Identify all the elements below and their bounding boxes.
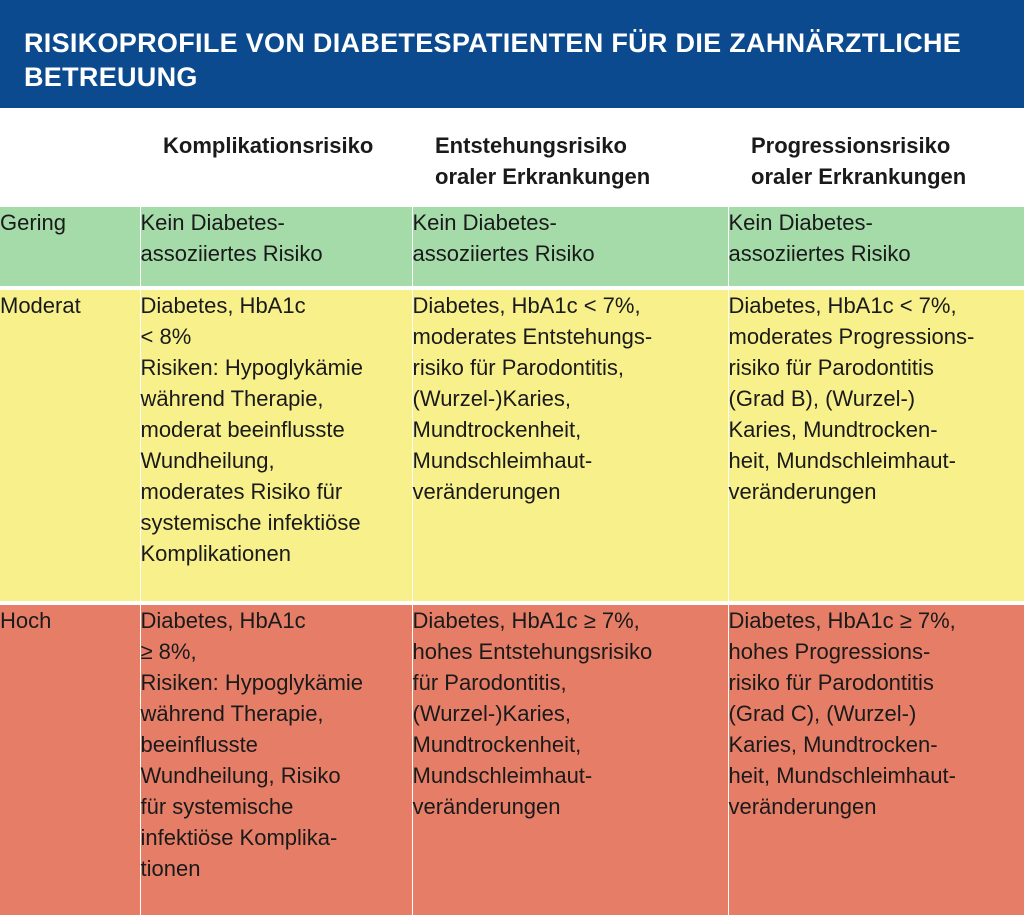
cell-moderat-progression <box>728 288 1024 603</box>
cell-line: risiko für Parodontitis <box>728 355 934 380</box>
cell-hoch-komplikation <box>140 603 412 915</box>
cell-line: moderates Entstehungs- <box>412 324 653 349</box>
cell-line: Mundschleimhaut- <box>412 448 593 473</box>
cell-line: Karies, Mundtrocken- <box>728 732 938 757</box>
cell-line: moderates Risiko für <box>140 479 343 504</box>
cell-line: Komplikationen <box>140 541 291 566</box>
cell-gering-komplikation <box>140 207 412 288</box>
cell-line: Risiken: Hypoglykämie <box>140 355 364 380</box>
cell-line: Risiken: Hypoglykämie <box>140 670 364 695</box>
cell-moderat-entstehung <box>412 288 728 603</box>
cell-line: während Therapie, <box>140 701 324 726</box>
cell-line: risiko für Parodontitis <box>728 670 934 695</box>
table-row-hoch <box>0 603 1024 915</box>
cell-line: ≥ 8%, <box>140 639 197 664</box>
cell-line: für systemische <box>140 794 294 819</box>
cell-line: während Therapie, <box>140 386 324 411</box>
cell-line: risiko für Parodontitis, <box>412 355 625 380</box>
cell-hoch-entstehung <box>412 603 728 915</box>
cell-line: moderates Progressions- <box>728 324 975 349</box>
row-label-hoch: Hoch <box>0 603 140 915</box>
cell-gering-entstehung <box>412 207 728 288</box>
table-title-line-1: RISIKOPROFILE VON DIABETESPATIENTEN FÜR DIE ZAHNÄRZTLICHE <box>24 28 962 58</box>
cell-line: beeinflusste <box>140 732 258 757</box>
cell-line: heit, Mundschleimhaut- <box>728 448 956 473</box>
cell-moderat-komplikation <box>140 288 412 603</box>
cell-line: < 8% <box>140 324 192 349</box>
cell-line: veränderungen <box>728 794 877 819</box>
column-header-text: oraler Erkrankungen <box>751 164 967 189</box>
column-header-text: Entstehungsrisiko <box>435 133 627 158</box>
cell-line: Diabetes, HbA1c <box>140 608 306 633</box>
column-header-progressionsrisiko <box>728 108 1024 207</box>
cell-line: assoziiertes Risiko <box>412 241 595 266</box>
cell-line: Kein Diabetes- <box>140 210 285 235</box>
cell-line: Diabetes, HbA1c ≥ 7%, <box>412 608 640 633</box>
cell-line: veränderungen <box>412 479 561 504</box>
cell-line: Diabetes, HbA1c < 7%, <box>728 293 957 318</box>
cell-gering-progression <box>728 207 1024 288</box>
cell-line: moderat beeinflusste <box>140 417 345 442</box>
cell-line: heit, Mundschleimhaut- <box>728 763 956 788</box>
row-label-moderat: Moderat <box>0 288 140 603</box>
table-title-line-2: BETREUUNG <box>24 62 198 92</box>
cell-line: Diabetes, HbA1c < 7%, <box>412 293 641 318</box>
cell-hoch-progression <box>728 603 1024 915</box>
cell-line: Wundheilung, <box>140 448 275 473</box>
table-row-gering <box>0 207 1024 288</box>
cell-line: infektiöse Komplika- <box>140 825 338 850</box>
cell-line: (Grad C), (Wurzel-) <box>728 701 917 726</box>
cell-line: Kein Diabetes- <box>412 210 557 235</box>
column-header-row <box>0 108 1024 207</box>
table-title <box>0 0 1024 108</box>
cell-line: (Wurzel-)Karies, <box>412 386 572 411</box>
column-header-empty <box>0 108 140 207</box>
column-header-text: oraler Erkrankungen <box>435 164 651 189</box>
cell-line: veränderungen <box>412 794 561 819</box>
cell-line: Wundheilung, Risiko <box>140 763 341 788</box>
column-header-entstehungsrisiko <box>412 108 728 207</box>
cell-line: Diabetes, HbA1c <box>140 293 306 318</box>
column-header-text: Progressionsrisiko <box>751 133 951 158</box>
cell-line: (Wurzel-)Karies, <box>412 701 572 726</box>
cell-line: hohes Progressions- <box>728 639 931 664</box>
table-row-moderat <box>0 288 1024 603</box>
cell-line: tionen <box>140 856 201 881</box>
cell-line: Kein Diabetes- <box>728 210 873 235</box>
cell-line: Mundtrockenheit, <box>412 417 582 442</box>
risk-profile-table <box>0 108 1024 915</box>
cell-line: hohes Entstehungsrisiko <box>412 639 653 664</box>
cell-line: assoziiertes Risiko <box>140 241 323 266</box>
cell-line: Karies, Mundtrocken- <box>728 417 938 442</box>
cell-line: Diabetes, HbA1c ≥ 7%, <box>728 608 956 633</box>
cell-line: (Grad B), (Wurzel-) <box>728 386 916 411</box>
row-label-gering: Gering <box>0 210 67 235</box>
cell-line: Mundtrockenheit, <box>412 732 582 757</box>
cell-line: assoziiertes Risiko <box>728 241 911 266</box>
cell-line: Mundschleimhaut- <box>412 763 593 788</box>
cell-line: veränderungen <box>728 479 877 504</box>
column-header-text: Komplikationsrisiko <box>163 133 374 158</box>
column-header-komplikationsrisiko <box>140 108 412 207</box>
cell-line: für Parodontitis, <box>412 670 567 695</box>
cell-line: systemische infektiöse <box>140 510 361 535</box>
